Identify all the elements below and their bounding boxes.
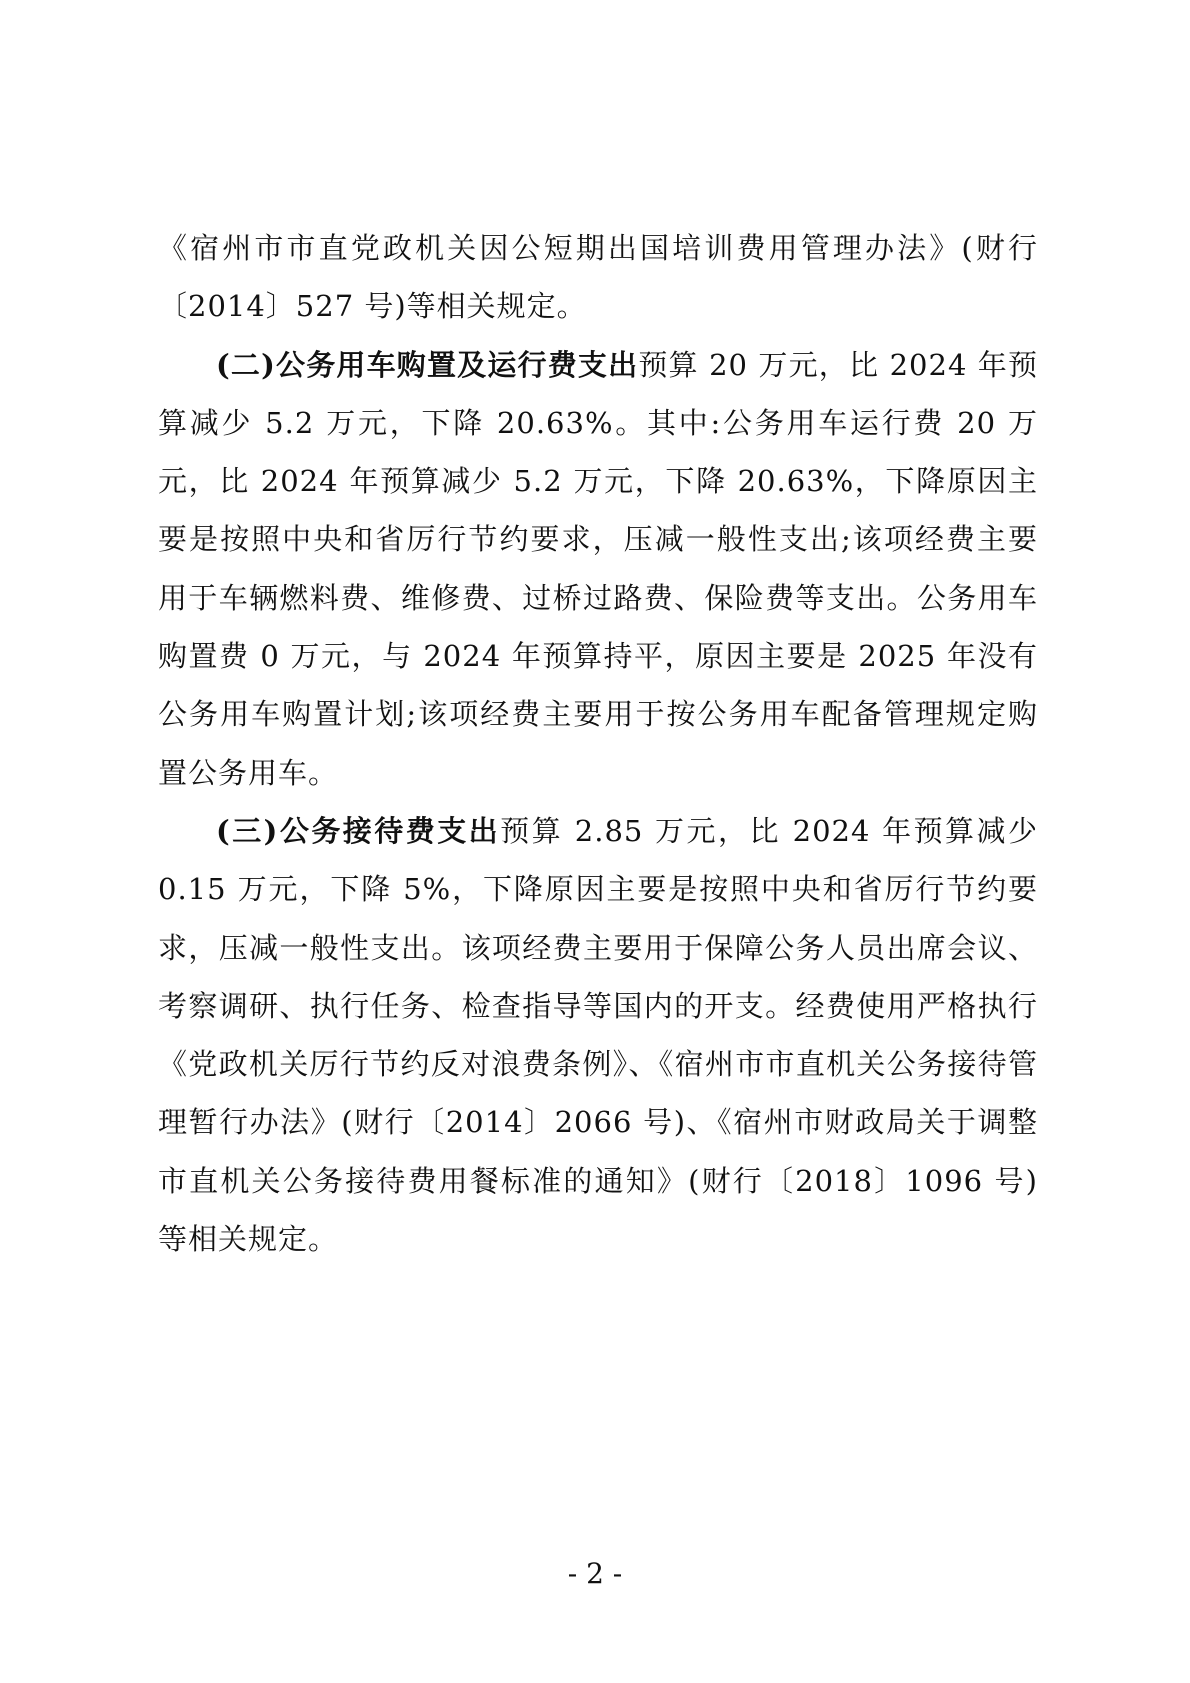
page-number: - 2 - bbox=[567, 1557, 623, 1590]
paragraph-text: 预算 2.85 万元，比 2024 年预算减少 0.15 万元，下降 5%，下降原因主要是按照中央和省厉行节约要求，压减一般性支出。该项经费主要用于保障公务人员出席会议、考察调研、执行任务、检查指导等国内的开支。经费使用严格执行《党政机关厉行节约反对浪费条例》、《宿州市市直机关公务接待管理暂行办法》(财行〔2014〕2066 号)、《宿州市财政局关于调整市直机关公务接待费用餐标准的通知》(财行〔2018〕1096 号)等相关规定。 bbox=[158, 813, 1038, 1257]
paragraph-continuation bbox=[158, 219, 1038, 336]
paragraph-heading: (二)公务用车购置及运行费支出 bbox=[216, 347, 639, 382]
paragraph-vehicle-expenses bbox=[158, 336, 1038, 802]
paragraph-text: 预算 20 万元，比 2024 年预算减少 5.2 万元，下降 20.63%。其中:公务用车运行费 20 万元，比 2024 年预算减少 5.2 万元，下降 20.63%，下降原因主要是按照中央和省厉行节约要求，压减一般性支出;该项经费主要用于车辆燃料费、维修费、过桥过路费、保险费等支出。公务用车购置费 0 万元，与 2024 年预算持平，原因主要是 2025 年没有公务用车购置计划;该项经费主要用于按公务用车配备管理规定购置公务用车。 bbox=[158, 347, 1038, 790]
paragraph-text: 《宿州市市直党政机关因公短期出国培训费用管理办法》(财行〔2014〕527 号)等相关规定。 bbox=[158, 231, 1038, 324]
document-body bbox=[158, 219, 1038, 1268]
paragraph-heading: (三)公务接待费支出 bbox=[216, 813, 501, 848]
paragraph-reception-expenses bbox=[158, 802, 1038, 1268]
